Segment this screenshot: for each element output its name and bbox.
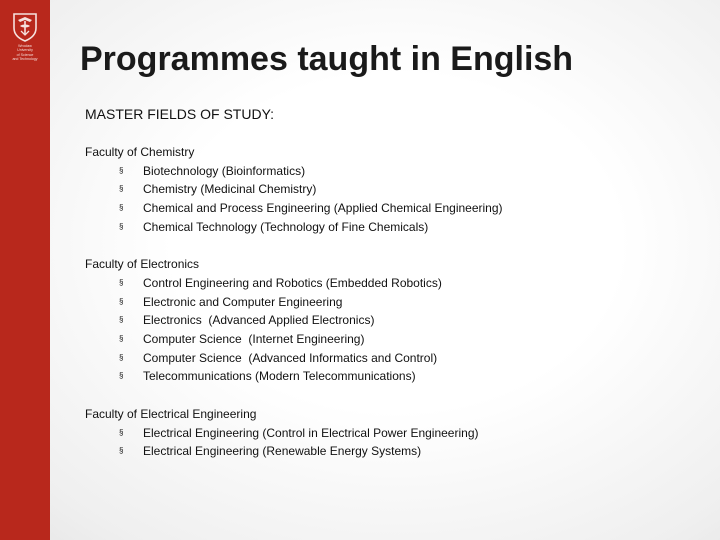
slide-title: Programmes taught in English: [80, 40, 574, 78]
bullet-icon: §: [119, 296, 124, 306]
programme-label: Electrical Engineering (Control in Electrical Power Engineering): [143, 425, 479, 440]
programme-item: [85, 274, 705, 293]
logo-line: of Science: [16, 52, 34, 57]
faculty-list: [85, 143, 705, 480]
bullet-icon: §: [119, 165, 124, 175]
university-logo: [6, 12, 44, 62]
bullet-icon: §: [119, 371, 124, 381]
programme-item: [85, 442, 705, 461]
programme-label: Chemical Technology (Technology of Fine Chemicals): [143, 219, 429, 234]
bullet-icon: §: [119, 203, 124, 213]
logo-line: University: [17, 48, 33, 53]
programme-label: Control Engineering and Robotics (Embedded Robotics): [143, 275, 442, 290]
programme-label: Chemical and Process Engineering (Applied Chemical Engineering): [143, 201, 503, 216]
programme-label: Biotechnology (Bioinformatics): [143, 163, 306, 178]
programme-label: Telecommunications (Modern Telecommunications): [143, 369, 416, 384]
programme-label: Electronics (Advanced Applied Electronics): [143, 313, 375, 328]
programme-label: Electrical Engineering (Renewable Energy Systems): [143, 444, 422, 459]
programme-item: [85, 424, 705, 443]
programme-item: [85, 330, 705, 349]
programme-item: [85, 199, 705, 218]
bullet-icon: §: [119, 334, 124, 344]
bullet-icon: §: [119, 221, 124, 231]
bullet-icon: §: [119, 446, 124, 456]
programme-item: [85, 180, 705, 199]
sidebar: [0, 0, 50, 540]
bullet-icon: §: [119, 184, 124, 194]
logo-line: Wrocław: [18, 44, 32, 48]
programme-label: Chemistry (Medicinal Chemistry): [143, 182, 317, 197]
programme-label: Electronic and Computer Engineering: [143, 294, 343, 309]
bullet-icon: §: [119, 277, 124, 287]
faculty-name: Faculty of Electronics: [85, 257, 200, 272]
logo-text: [5, 44, 45, 62]
programme-item: [85, 293, 705, 312]
programme-item: [85, 162, 705, 181]
programme-label: Computer Science (Internet Engineering): [143, 332, 365, 347]
programme-item: [85, 367, 705, 386]
section-heading: MASTER FIELDS OF STUDY:: [85, 106, 275, 122]
faculty-chemistry: [85, 143, 705, 237]
bullet-icon: §: [119, 315, 124, 325]
faculty-electrical-engineering: [85, 405, 705, 461]
bullet-icon: §: [119, 427, 124, 437]
programme-item: [85, 349, 705, 368]
logo-line: and Technology: [12, 57, 38, 62]
faculty-name: Faculty of Chemistry: [85, 145, 195, 159]
programme-item: [85, 218, 705, 237]
faculty-electronics: [85, 255, 705, 386]
programme-label: Computer Science (Advanced Informatics and Control): [143, 350, 438, 365]
faculty-name: Faculty of Electrical Engineering: [85, 406, 257, 421]
programme-item: [85, 311, 705, 330]
university-crest-icon: [12, 12, 38, 42]
bullet-icon: §: [119, 352, 124, 362]
